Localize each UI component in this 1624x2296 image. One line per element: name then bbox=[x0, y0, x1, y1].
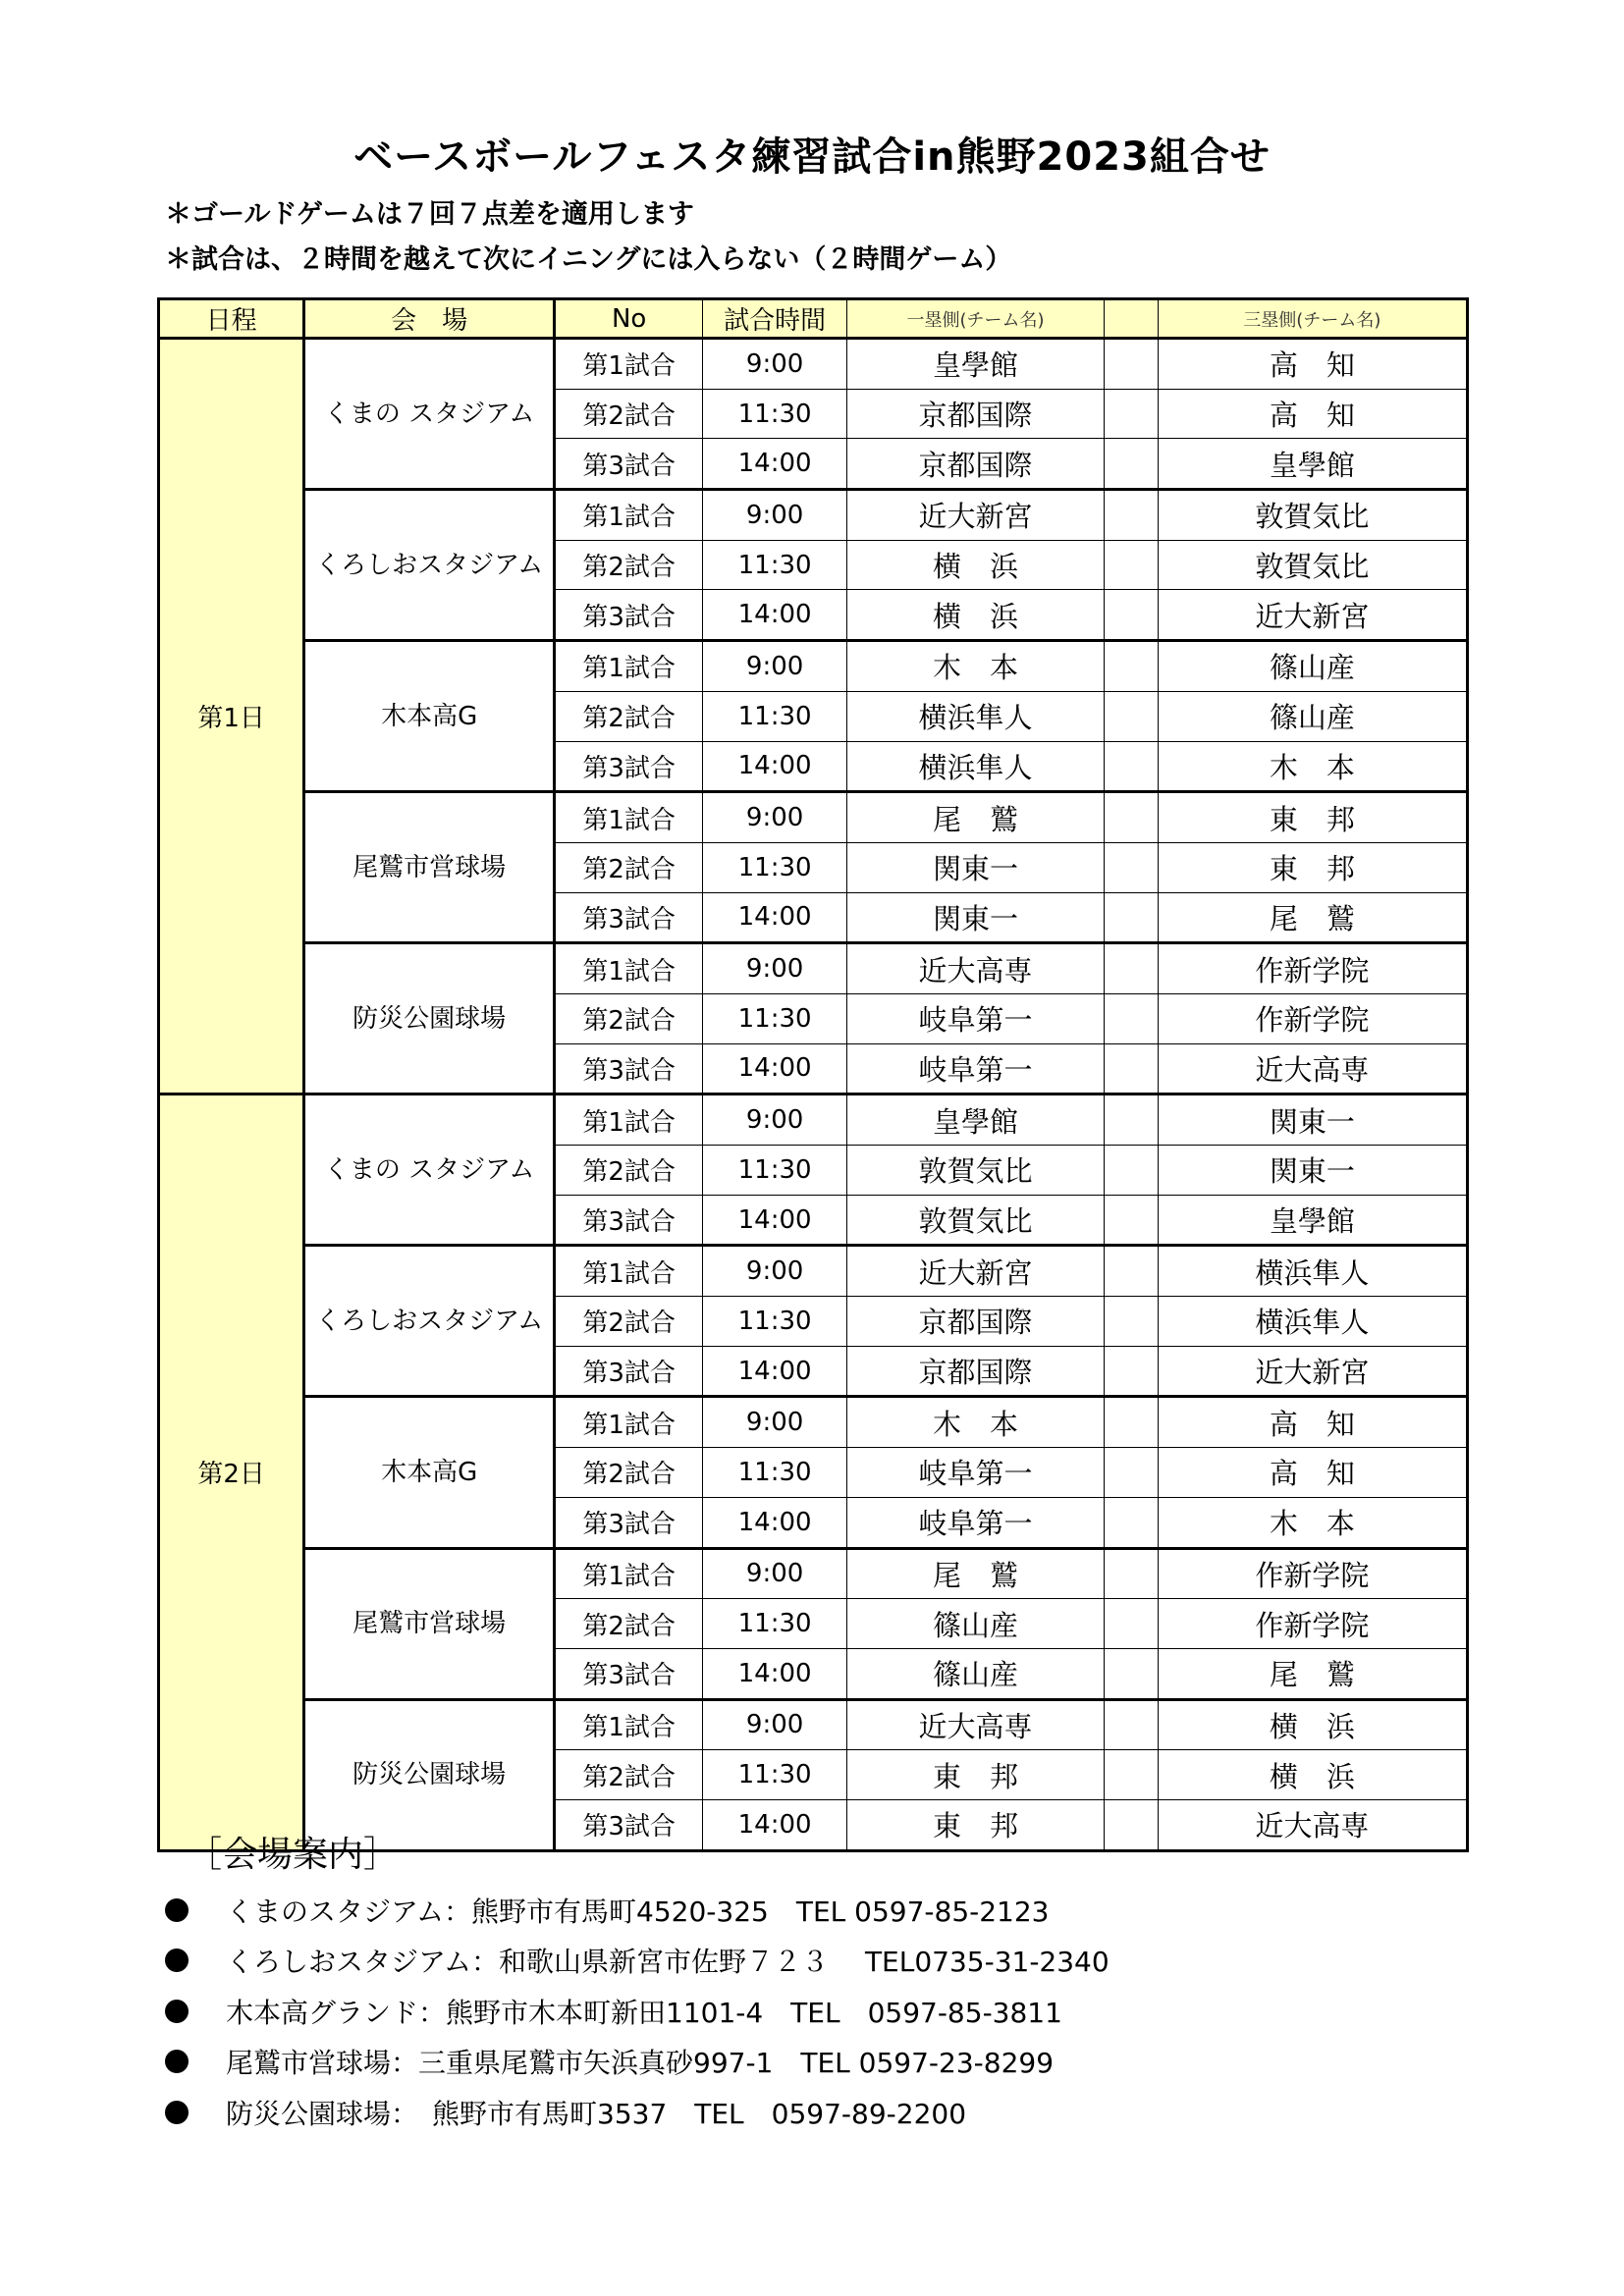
first-base-team-cell: 京都国際 bbox=[847, 439, 1105, 490]
rule-note: ＊試合は、２時間を越えて次にイニングには入らない（２時間ゲーム） bbox=[165, 244, 1012, 275]
game-time-cell: 14:00 bbox=[703, 590, 847, 641]
game-no-cell: 第1試合 bbox=[555, 943, 703, 994]
game-no-cell: 第3試合 bbox=[555, 1346, 703, 1397]
game-time-cell: 14:00 bbox=[703, 892, 847, 943]
blank-cell bbox=[1105, 691, 1159, 741]
third-base-team-cell: 高 知 bbox=[1158, 389, 1467, 439]
first-base-team-cell: 近大高専 bbox=[847, 1699, 1105, 1750]
header-first-base: 一塁側(チーム名) bbox=[847, 299, 1105, 339]
third-base-team-cell: 作新学院 bbox=[1158, 1599, 1467, 1649]
game-time-cell: 14:00 bbox=[703, 1043, 847, 1095]
game-time-cell: 11:30 bbox=[703, 1297, 847, 1347]
game-no-cell: 第3試合 bbox=[555, 1799, 703, 1850]
day-cell: 第2日 bbox=[159, 1095, 304, 1850]
bullet-icon bbox=[165, 1949, 189, 1972]
table-row bbox=[159, 339, 1468, 390]
third-base-team-cell: 東 邦 bbox=[1158, 842, 1467, 892]
game-time-cell: 9:00 bbox=[703, 339, 847, 390]
venue-cell: くろしおスタジアム bbox=[304, 490, 555, 641]
first-base-team-cell: 敦賀気比 bbox=[847, 1195, 1105, 1246]
third-base-team-cell: 敦賀気比 bbox=[1158, 540, 1467, 590]
table-row bbox=[159, 943, 1468, 994]
third-base-team-cell: 高 知 bbox=[1158, 339, 1467, 390]
first-base-team-cell: 横浜隼人 bbox=[847, 741, 1105, 792]
game-time-cell: 14:00 bbox=[703, 439, 847, 490]
first-base-team-cell: 木 本 bbox=[847, 641, 1105, 692]
game-time-cell: 11:30 bbox=[703, 1750, 847, 1800]
first-base-team-cell: 近大高専 bbox=[847, 943, 1105, 994]
first-base-team-cell: 尾 鷲 bbox=[847, 792, 1105, 843]
blank-cell bbox=[1105, 389, 1159, 439]
game-no-cell: 第1試合 bbox=[555, 1699, 703, 1750]
game-no-cell: 第2試合 bbox=[555, 1146, 703, 1196]
bullet-icon bbox=[165, 2000, 189, 2023]
venue-guide-item bbox=[165, 1885, 1110, 1936]
bullet-icon bbox=[165, 2101, 189, 2124]
game-no-cell: 第1試合 bbox=[555, 339, 703, 390]
third-base-team-cell: 横 浜 bbox=[1158, 1699, 1467, 1750]
game-time-cell: 11:30 bbox=[703, 389, 847, 439]
blank-cell bbox=[1105, 1548, 1159, 1599]
game-time-cell: 11:30 bbox=[703, 1599, 847, 1649]
blank-cell bbox=[1105, 1246, 1159, 1297]
game-time-cell: 11:30 bbox=[703, 842, 847, 892]
game-time-cell: 9:00 bbox=[703, 490, 847, 541]
venue-guide-text: 尾鷲市営球場：三重県尾鷲市矢浜真砂997-1 TEL 0597-23-8299 bbox=[226, 2047, 1055, 2080]
venue-cell: 木本高G bbox=[304, 1397, 555, 1548]
game-no-cell: 第3試合 bbox=[555, 1497, 703, 1548]
venue-cell: 尾鷲市営球場 bbox=[304, 792, 555, 943]
venue-guide-text: くろしおスタジアム：和歌山県新宮市佐野７２３ TEL0735-31-2340 bbox=[226, 1946, 1110, 1979]
venue-cell: くろしおスタジアム bbox=[304, 1246, 555, 1397]
third-base-team-cell: 作新学院 bbox=[1158, 943, 1467, 994]
third-base-team-cell: 高 知 bbox=[1158, 1397, 1467, 1448]
game-time-cell: 11:30 bbox=[703, 1146, 847, 1196]
first-base-team-cell: 皇學館 bbox=[847, 1095, 1105, 1146]
game-no-cell: 第2試合 bbox=[555, 540, 703, 590]
game-time-cell: 14:00 bbox=[703, 1497, 847, 1548]
first-base-team-cell: 岐阜第一 bbox=[847, 1448, 1105, 1498]
blank-cell bbox=[1105, 842, 1159, 892]
rule-note: ＊ゴールドゲームは７回７点差を適用します bbox=[165, 199, 694, 230]
blank-cell bbox=[1105, 1346, 1159, 1397]
third-base-team-cell: 木 本 bbox=[1158, 741, 1467, 792]
game-no-cell: 第3試合 bbox=[555, 439, 703, 490]
first-base-team-cell: 横 浜 bbox=[847, 540, 1105, 590]
table-row bbox=[159, 1548, 1468, 1599]
third-base-team-cell: 関東一 bbox=[1158, 1146, 1467, 1196]
table-row bbox=[159, 1397, 1468, 1448]
blank-cell bbox=[1105, 1095, 1159, 1146]
venue-guide-text: 木本高グランド：熊野市木本町新田1101-4 TEL 0597-85-3811 bbox=[226, 1996, 1062, 2029]
first-base-team-cell: 横 浜 bbox=[847, 590, 1105, 641]
venue-guide-item bbox=[165, 1986, 1110, 2037]
game-no-cell: 第3試合 bbox=[555, 1043, 703, 1095]
blank-cell bbox=[1105, 540, 1159, 590]
third-base-team-cell: 横浜隼人 bbox=[1158, 1246, 1467, 1297]
table-row bbox=[159, 1246, 1468, 1297]
first-base-team-cell: 岐阜第一 bbox=[847, 1497, 1105, 1548]
game-no-cell: 第1試合 bbox=[555, 1095, 703, 1146]
third-base-team-cell: 木 本 bbox=[1158, 1497, 1467, 1548]
game-time-cell: 14:00 bbox=[703, 1648, 847, 1699]
venue-cell: くまの スタジアム bbox=[304, 1095, 555, 1246]
venue-guide-item bbox=[165, 2037, 1110, 2088]
first-base-team-cell: 近大新宮 bbox=[847, 1246, 1105, 1297]
blank-cell bbox=[1105, 1448, 1159, 1498]
blank-cell bbox=[1105, 490, 1159, 541]
third-base-team-cell: 皇學館 bbox=[1158, 439, 1467, 490]
first-base-team-cell: 京都国際 bbox=[847, 1297, 1105, 1347]
blank-cell bbox=[1105, 741, 1159, 792]
day-cell: 第1日 bbox=[159, 339, 304, 1095]
game-time-cell: 14:00 bbox=[703, 741, 847, 792]
third-base-team-cell: 近大高専 bbox=[1158, 1799, 1467, 1850]
third-base-team-cell: 作新学院 bbox=[1158, 993, 1467, 1043]
first-base-team-cell: 尾 鷲 bbox=[847, 1548, 1105, 1599]
first-base-team-cell: 京都国際 bbox=[847, 389, 1105, 439]
venue-guide-text: 防災公園球場： 熊野市有馬町3537 TEL 0597-89-2200 bbox=[226, 2097, 967, 2130]
game-no-cell: 第2試合 bbox=[555, 691, 703, 741]
bullet-icon bbox=[165, 2050, 189, 2073]
game-time-cell: 11:30 bbox=[703, 540, 847, 590]
first-base-team-cell: 関東一 bbox=[847, 842, 1105, 892]
venue-cell: 木本高G bbox=[304, 641, 555, 792]
game-no-cell: 第2試合 bbox=[555, 1599, 703, 1649]
venue-guide-title: ［会場案内］ bbox=[187, 1835, 400, 1875]
header-blank bbox=[1105, 299, 1159, 339]
first-base-team-cell: 横浜隼人 bbox=[847, 691, 1105, 741]
third-base-team-cell: 高 知 bbox=[1158, 1448, 1467, 1498]
game-no-cell: 第1試合 bbox=[555, 490, 703, 541]
third-base-team-cell: 横 浜 bbox=[1158, 1750, 1467, 1800]
blank-cell bbox=[1105, 1648, 1159, 1699]
page-title: ベースボールフェスタ練習試合in熊野2023組合せ bbox=[353, 134, 1271, 180]
third-base-team-cell: 作新学院 bbox=[1158, 1548, 1467, 1599]
game-time-cell: 11:30 bbox=[703, 1448, 847, 1498]
blank-cell bbox=[1105, 1599, 1159, 1649]
game-no-cell: 第2試合 bbox=[555, 993, 703, 1043]
blank-cell bbox=[1105, 792, 1159, 843]
game-no-cell: 第2試合 bbox=[555, 1750, 703, 1800]
third-base-team-cell: 篠山産 bbox=[1158, 641, 1467, 692]
header-time: 試合時間 bbox=[703, 299, 847, 339]
game-time-cell: 9:00 bbox=[703, 1095, 847, 1146]
venue-cell: 防災公園球場 bbox=[304, 943, 555, 1095]
venue-guide-item bbox=[165, 1936, 1110, 1987]
bullet-icon bbox=[165, 1898, 189, 1922]
game-time-cell: 14:00 bbox=[703, 1346, 847, 1397]
blank-cell bbox=[1105, 892, 1159, 943]
first-base-team-cell: 岐阜第一 bbox=[847, 993, 1105, 1043]
schedule-table bbox=[157, 297, 1469, 1852]
table-row bbox=[159, 1699, 1468, 1750]
game-time-cell: 9:00 bbox=[703, 1246, 847, 1297]
third-base-team-cell: 敦賀気比 bbox=[1158, 490, 1467, 541]
blank-cell bbox=[1105, 1750, 1159, 1800]
blank-cell bbox=[1105, 993, 1159, 1043]
third-base-team-cell: 近大高専 bbox=[1158, 1043, 1467, 1095]
game-time-cell: 9:00 bbox=[703, 1397, 847, 1448]
blank-cell bbox=[1105, 1195, 1159, 1246]
game-no-cell: 第3試合 bbox=[555, 892, 703, 943]
third-base-team-cell: 皇學館 bbox=[1158, 1195, 1467, 1246]
third-base-team-cell: 横浜隼人 bbox=[1158, 1297, 1467, 1347]
venue-guide-item bbox=[165, 2087, 1110, 2138]
first-base-team-cell: 木 本 bbox=[847, 1397, 1105, 1448]
blank-cell bbox=[1105, 1397, 1159, 1448]
game-time-cell: 9:00 bbox=[703, 792, 847, 843]
blank-cell bbox=[1105, 590, 1159, 641]
game-no-cell: 第3試合 bbox=[555, 741, 703, 792]
third-base-team-cell: 近大新宮 bbox=[1158, 1346, 1467, 1397]
blank-cell bbox=[1105, 1297, 1159, 1347]
table-row bbox=[159, 792, 1468, 843]
first-base-team-cell: 篠山産 bbox=[847, 1648, 1105, 1699]
venue-cell: 防災公園球場 bbox=[304, 1699, 555, 1850]
blank-cell bbox=[1105, 339, 1159, 390]
game-no-cell: 第1試合 bbox=[555, 641, 703, 692]
first-base-team-cell: 岐阜第一 bbox=[847, 1043, 1105, 1095]
first-base-team-cell: 近大新宮 bbox=[847, 490, 1105, 541]
game-time-cell: 11:30 bbox=[703, 993, 847, 1043]
third-base-team-cell: 尾 鷲 bbox=[1158, 892, 1467, 943]
header-day: 日程 bbox=[159, 299, 304, 339]
first-base-team-cell: 関東一 bbox=[847, 892, 1105, 943]
game-time-cell: 11:30 bbox=[703, 691, 847, 741]
blank-cell bbox=[1105, 943, 1159, 994]
first-base-team-cell: 篠山産 bbox=[847, 1599, 1105, 1649]
game-no-cell: 第3試合 bbox=[555, 590, 703, 641]
game-no-cell: 第1試合 bbox=[555, 1246, 703, 1297]
venue-cell: くまの スタジアム bbox=[304, 339, 555, 490]
header-no: No bbox=[555, 299, 703, 339]
blank-cell bbox=[1105, 1699, 1159, 1750]
game-time-cell: 9:00 bbox=[703, 1699, 847, 1750]
game-time-cell: 9:00 bbox=[703, 641, 847, 692]
table-row bbox=[159, 641, 1468, 692]
header-third-base: 三塁側(チーム名) bbox=[1158, 299, 1467, 339]
game-no-cell: 第2試合 bbox=[555, 842, 703, 892]
first-base-team-cell: 皇學館 bbox=[847, 339, 1105, 390]
table-row bbox=[159, 1095, 1468, 1146]
venue-guide-text: くまのスタジアム：熊野市有馬町4520-325 TEL 0597-85-2123 bbox=[226, 1895, 1050, 1928]
venue-cell: 尾鷲市営球場 bbox=[304, 1548, 555, 1699]
blank-cell bbox=[1105, 1497, 1159, 1548]
first-base-team-cell: 京都国際 bbox=[847, 1346, 1105, 1397]
game-no-cell: 第3試合 bbox=[555, 1648, 703, 1699]
game-time-cell: 9:00 bbox=[703, 943, 847, 994]
game-no-cell: 第2試合 bbox=[555, 1297, 703, 1347]
game-no-cell: 第1試合 bbox=[555, 1397, 703, 1448]
blank-cell bbox=[1105, 1043, 1159, 1095]
third-base-team-cell: 東 邦 bbox=[1158, 792, 1467, 843]
game-time-cell: 9:00 bbox=[703, 1548, 847, 1599]
table-row bbox=[159, 490, 1468, 541]
game-no-cell: 第1試合 bbox=[555, 792, 703, 843]
game-no-cell: 第2試合 bbox=[555, 1448, 703, 1498]
table-header-row bbox=[159, 299, 1468, 339]
first-base-team-cell: 東 邦 bbox=[847, 1750, 1105, 1800]
third-base-team-cell: 篠山産 bbox=[1158, 691, 1467, 741]
game-no-cell: 第2試合 bbox=[555, 389, 703, 439]
third-base-team-cell: 尾 鷲 bbox=[1158, 1648, 1467, 1699]
first-base-team-cell: 敦賀気比 bbox=[847, 1146, 1105, 1196]
venue-guide-list bbox=[165, 1885, 1110, 2138]
third-base-team-cell: 関東一 bbox=[1158, 1095, 1467, 1146]
game-no-cell: 第3試合 bbox=[555, 1195, 703, 1246]
blank-cell bbox=[1105, 641, 1159, 692]
game-time-cell: 14:00 bbox=[703, 1799, 847, 1850]
header-venue: 会 場 bbox=[304, 299, 555, 339]
game-time-cell: 14:00 bbox=[703, 1195, 847, 1246]
blank-cell bbox=[1105, 439, 1159, 490]
third-base-team-cell: 近大新宮 bbox=[1158, 590, 1467, 641]
blank-cell bbox=[1105, 1799, 1159, 1850]
game-no-cell: 第1試合 bbox=[555, 1548, 703, 1599]
blank-cell bbox=[1105, 1146, 1159, 1196]
first-base-team-cell: 東 邦 bbox=[847, 1799, 1105, 1850]
